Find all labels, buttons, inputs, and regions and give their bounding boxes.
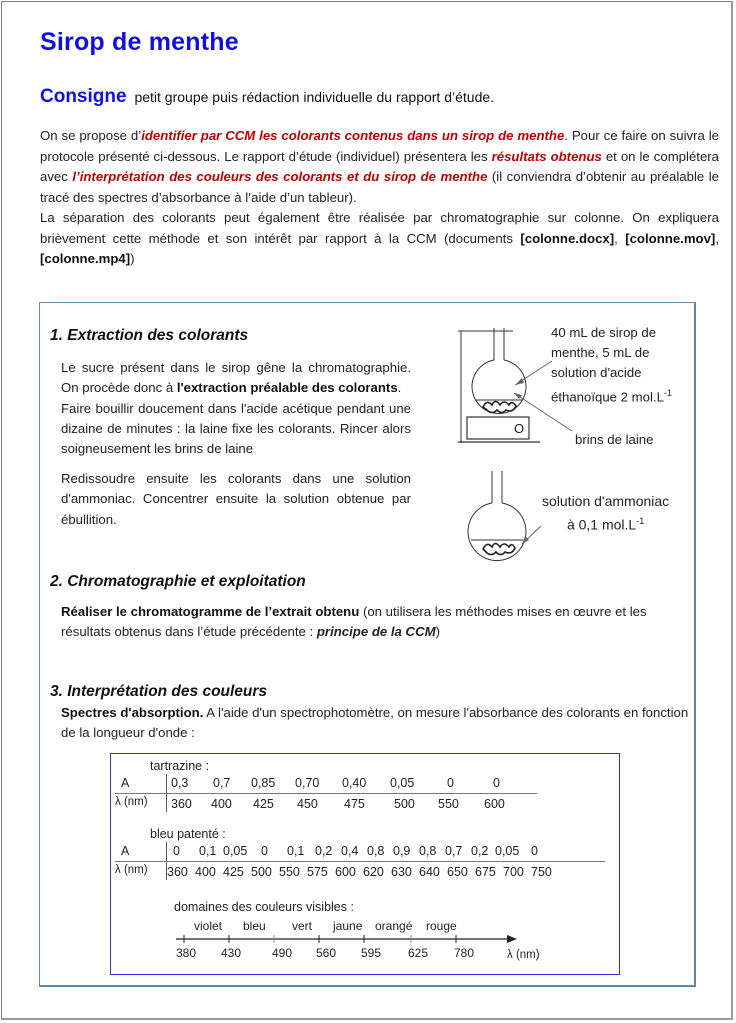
bold-text: Réaliser le chromatogramme de l’extrait obtenu	[61, 604, 360, 619]
tartrazine-A-value: 0,7	[213, 776, 231, 790]
text: )	[435, 624, 440, 640]
intro-text: et on le complétera avec	[40, 148, 719, 184]
table-rule	[115, 793, 537, 794]
tartrazine-A-value: 0	[493, 776, 500, 790]
bleu-A-value: 0	[531, 844, 538, 858]
tartrazine-lambda-value: 550	[438, 797, 459, 811]
label-line: menthe, 5 mL de	[551, 345, 650, 360]
separator: ,	[715, 230, 719, 246]
section3-paragraph	[61, 703, 691, 744]
domain-color-label: orangé	[375, 919, 413, 933]
intro-text: On se propose d’	[40, 128, 142, 143]
domain-color-label: bleu	[243, 919, 266, 933]
tartrazine-A-value: 0,3	[171, 776, 189, 790]
row-label-lambda: λ (nm)	[115, 796, 148, 808]
tartrazine-A-value: 0	[447, 776, 454, 790]
intro-paragraph	[40, 126, 719, 270]
superscript: -1	[636, 516, 645, 526]
tartrazine-lambda-value: 450	[297, 797, 318, 811]
bold-text: Spectres d'absorption.	[61, 705, 204, 720]
bleu-lambda-value: 500	[251, 865, 272, 879]
text: .	[397, 380, 402, 396]
bleu-A-value: 0,9	[393, 844, 411, 858]
bleu-lambda-value: 640	[419, 865, 440, 879]
intro-emphasis: identifier par CCM les colorants contenus dans un sirop de menthe	[141, 128, 565, 143]
table-rule	[115, 861, 605, 862]
bleu-lambda-value: 650	[447, 865, 468, 879]
axis-tick-label: 430	[221, 946, 242, 960]
flask1-label	[551, 323, 672, 407]
label-line: à 0,1 mol.L	[566, 516, 637, 533]
section3-heading: 3. Interprétation des couleurs	[50, 683, 268, 700]
intro-text: . Pour ce faire on suivra le protocole présenté ci-dessous. Le rapport d’étude (individuel) présentera les	[40, 128, 719, 164]
row-label-lambda: λ (nm)	[115, 864, 148, 876]
bleu-A-value: 0,05	[223, 844, 248, 858]
bleu-A-value: 0	[173, 844, 180, 858]
bleu-lambda-value: 600	[335, 865, 356, 879]
tartrazine-A-value: 0,05	[390, 776, 415, 790]
bleu-A-value: 0,4	[341, 844, 359, 858]
label-line: solution d'acide	[551, 365, 642, 380]
tartrazine-lambda-value: 360	[171, 797, 192, 811]
bleu-A-value: 0,1	[199, 844, 217, 858]
bleu-lambda-value: 550	[279, 865, 300, 879]
tartrazine-lambda-value: 600	[484, 797, 505, 811]
text: (on utilisera les méthodes mises en œuvre et les résultats obtenus dans l’étude précédente :	[61, 604, 647, 640]
axis-tick-label: 625	[408, 946, 429, 960]
bleu-lambda-value: 675	[475, 865, 496, 879]
consigne-label: Consigne	[40, 86, 127, 107]
bleu-lambda-value: 750	[531, 865, 552, 879]
italic-text: principe de la CCM	[316, 624, 436, 640]
domains-caption: domaines des couleurs visibles :	[174, 900, 354, 914]
doc-link-mov[interactable]: [colonne.mov]	[625, 230, 716, 246]
axis-tick-label: 780	[454, 946, 475, 960]
bleu-A-value: 0,8	[367, 844, 385, 858]
bleu-lambda-value: 400	[195, 865, 216, 879]
flask2-label	[542, 491, 669, 535]
label-line: solution d'ammoniac	[542, 493, 670, 509]
bleu-lambda-value: 630	[391, 865, 412, 879]
tartrazine-A-value: 0,85	[251, 776, 276, 790]
domain-color-label: vert	[292, 919, 313, 933]
separator: ,	[614, 230, 626, 246]
bleu-caption: bleu patenté :	[150, 827, 226, 841]
text: Faire bouillir doucement dans l'acide acétique pendant une dizaine de minutes : la laine fixe les colorants. Rincer alors soigneusement les brins de laine	[61, 400, 411, 457]
bleu-lambda-value: 620	[363, 865, 384, 879]
tartrazine-lambda-value: 425	[253, 797, 274, 811]
bleu-A-value: 0	[261, 844, 268, 858]
axis-tick-label: 595	[361, 946, 382, 960]
ammonia-flask-diagram	[465, 469, 545, 569]
tartrazine-lambda-value: 400	[211, 797, 232, 811]
intro-text: La séparation des colorants peut également être réalisée par chromatographie sur colonne. On expliquera brièvement cette méthode et son intérêt par rapport à la CCM (documents	[40, 210, 719, 246]
page-title: Sirop de menthe	[40, 28, 239, 56]
bold-text: l'extraction préalable des colorants	[176, 380, 398, 396]
label-line: 40 mL de sirop de	[551, 325, 657, 340]
tartrazine-caption: tartrazine :	[150, 759, 210, 773]
heater-knob-label: O	[514, 421, 525, 436]
intro-emphasis: l’interprétation des couleurs des colorants et du sirop de menthe	[72, 169, 488, 184]
section2-heading: 2. Chromatographie et exploitation	[50, 573, 306, 590]
bleu-lambda-value: 575	[307, 865, 328, 879]
tartrazine-lambda-value: 500	[394, 797, 415, 811]
intro-emphasis: résultats obtenus	[491, 148, 602, 164]
tartrazine-A-value: 0,40	[342, 776, 367, 790]
bleu-A-value: 0,2	[315, 844, 333, 858]
wool-label: brins de laine	[575, 432, 654, 447]
axis-tick-label: 490	[272, 946, 293, 960]
domain-color-label: rouge	[426, 919, 457, 933]
bleu-lambda-value: 425	[223, 865, 244, 879]
bleu-A-value: 0,1	[287, 844, 305, 858]
domain-color-label: jaune	[333, 919, 363, 933]
section1-paragraph1	[61, 358, 411, 459]
intro-text: )	[130, 251, 135, 266]
bleu-lambda-value: 700	[503, 865, 524, 879]
bleu-A-value: 0,2	[471, 844, 489, 858]
section1-heading: 1. Extraction des colorants	[50, 327, 249, 344]
doc-link-mp4[interactable]: [colonne.mp4]	[40, 251, 131, 266]
bleu-A-value: 0,8	[419, 844, 437, 858]
superscript: -1	[663, 388, 672, 398]
axis-tick-label: 560	[316, 946, 337, 960]
tartrazine-lambda-value: 475	[344, 797, 365, 811]
text: A l'aide d'un spectrophotomètre, on mesure l'absorbance des colorants en fonction de la longueur d'onde :	[61, 705, 689, 741]
section2-paragraph	[61, 602, 691, 643]
absorbance-table-box	[110, 753, 620, 975]
absorbance-tables	[111, 754, 621, 976]
axis-unit-label: λ (nm)	[507, 949, 540, 961]
text: Le sucre présent dans le sirop gêne la chromatographie. On procède donc à	[61, 360, 411, 396]
document-page	[1, 1, 733, 1020]
bleu-lambda-value: 360	[167, 865, 188, 879]
consigne-text: petit groupe puis rédaction individuelle du rapport d’étude.	[134, 89, 495, 105]
doc-link-docx[interactable]: [colonne.docx]	[520, 230, 615, 246]
intro-text: (il conviendra d’obtenir au préalable le tracé des spectres d’absorbance à l’aide d’un tableur).	[40, 169, 719, 205]
wavelength-axis	[171, 932, 521, 946]
bleu-A-value: 0,7	[445, 844, 463, 858]
row-label-A: A	[121, 776, 130, 790]
label-line: éthanoïque 2 mol.L	[551, 389, 664, 405]
row-label-A: A	[121, 844, 130, 858]
bleu-A-value: 0,05	[495, 844, 520, 858]
consigne-line	[40, 86, 494, 108]
tartrazine-A-value: 0,70	[295, 776, 320, 790]
domain-color-label: violet	[194, 919, 223, 933]
axis-tick-label: 380	[176, 946, 197, 960]
section1-paragraph2: Redissoudre ensuite les colorants dans une solution d'ammoniac. Concentrer ensuite la solution obtenue par ébullition.	[61, 471, 411, 527]
